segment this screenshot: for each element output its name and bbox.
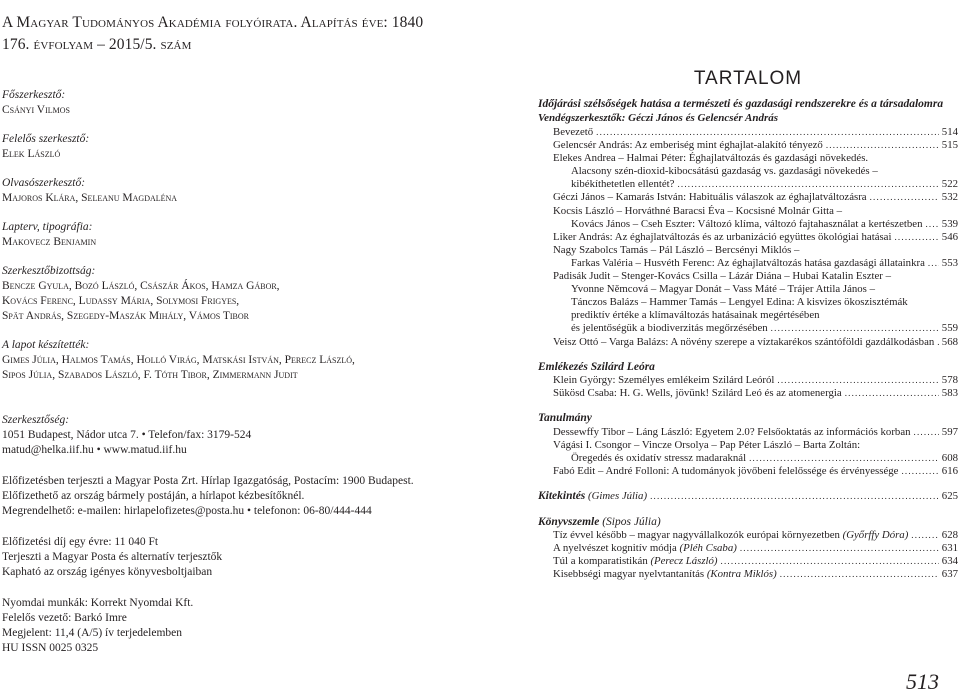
toc-title: TARTALOM bbox=[693, 68, 803, 89]
chief-editor-block bbox=[2, 88, 442, 118]
header-line-1: A Magyar Tudományos Akadémia folyóirata. Alapítás éve: 1840 bbox=[2, 14, 424, 31]
toc-entry-line: prediktív értéke a klímaváltozás hatásainak megértésében bbox=[571, 309, 820, 322]
responsible-editor-block bbox=[2, 132, 442, 162]
journal-header bbox=[2, 12, 452, 56]
toc-entry-line: Padisák Judit – Stenger-Kovács Csilla – Lázár Diána – Hubai Katalin Eszter – bbox=[553, 270, 891, 283]
staff-block bbox=[2, 338, 442, 383]
toc-entry[interactable]: Gelencsér András: Az emberiség mint éghajlat-alakító tényező ..... 515 bbox=[538, 139, 958, 152]
price-block bbox=[2, 535, 442, 580]
header-line-2: 176. évfolyam – 2015/5. szám bbox=[2, 36, 192, 53]
toc-entry[interactable]: Liker András: Az éghajlatváltozás és az urbanizáció együttes ökológiai hatásai ..... 546 bbox=[538, 231, 958, 244]
section-editor: (Gimes Júlia) bbox=[587, 490, 648, 503]
toc-entry[interactable]: és jelentőségük a biodiverzitás megőrzésében ..... 559 bbox=[538, 322, 958, 335]
toc-entry[interactable]: Veisz Ottó – Varga Balázs: A növény szerepe a víztakarékos szántóföldi gazdálkodásban ..... 568 bbox=[538, 336, 958, 349]
printing-line: Megjelent: 11,4 (A/5) ív terjedelemben bbox=[2, 627, 183, 639]
staff-label: A lapot készítették: bbox=[2, 339, 90, 351]
layout-name: Makovecz Benjamin bbox=[2, 236, 97, 248]
toc-entry-line: Yvonne Němcová – Magyar Donát – Vass Máté – Trájer Attila János – bbox=[571, 283, 875, 296]
toc-entry-line: Tánczos Balázs – Hammer Tamás – Lengyel Edina: A kisvizes ökoszisztémák bbox=[571, 296, 908, 309]
chief-editor-name: Csányi Vilmos bbox=[2, 104, 70, 116]
printing-line: Felelős vezető: Barkó Imre bbox=[2, 612, 127, 624]
board-label: Szerkesztőbizottság: bbox=[2, 265, 96, 277]
proofreader-block bbox=[2, 176, 442, 206]
responsible-editor-label: Felelős szerkesztő: bbox=[2, 133, 90, 145]
printing-line: HU ISSN 0025 0325 bbox=[2, 642, 99, 654]
office-line: matud@helka.iif.hu • www.matud.iif.hu bbox=[2, 444, 187, 456]
office-line: 1051 Budapest, Nádor utca 7. • Telefon/fax: 3179-524 bbox=[2, 429, 252, 441]
printing-block bbox=[2, 596, 442, 656]
editorial-column bbox=[2, 88, 442, 670]
section-title: Kitekintés bbox=[538, 490, 586, 503]
toc-entry[interactable]: Dessewffy Tibor – Láng László: Egyetem 2.0? Felsőoktatás az információs korban ..... 597 bbox=[538, 426, 958, 439]
toc-entry[interactable]: A nyelvészet kognitív módja (Pléh Csaba) ..... 631 bbox=[538, 542, 958, 555]
proofreader-names: Majoros Klára, Seleanu Magdaléna bbox=[2, 192, 178, 204]
toc-entry[interactable]: Kovács János – Cseh Eszter: Változó klíma, változó fajtahasználat a kertészetben ..... 539 bbox=[538, 218, 958, 231]
board-line: Bencze Gyula, Bozó László, Császár Ákos, Hamza Gábor, bbox=[2, 280, 280, 292]
board-line: Spät András, Szegedy-Maszák Mihály, Vámos Tibor bbox=[2, 310, 249, 322]
toc-entry-line: Alacsony szén-dioxid-kibocsátású gazdaság vs. gazdasági növekedés – bbox=[571, 165, 878, 178]
board-line: Kovács Ferenc, Ludassy Mária, Solymosi Frigyes, bbox=[2, 295, 240, 307]
toc-entry[interactable]: Géczi János – Kamarás István: Habituális válaszok az éghajlatváltozásra ..... 532 bbox=[538, 191, 958, 204]
subscription-block bbox=[2, 474, 442, 519]
layout-block bbox=[2, 220, 442, 250]
subscription-line: Előfizethető az ország bármely postáján, a hírlapot kézbesítőknél. bbox=[2, 490, 305, 502]
page-number: 513 bbox=[906, 669, 939, 694]
section-guest-editors: Vendégszerkesztők: Géczi János és Gelencsér András bbox=[538, 111, 779, 124]
toc-entry-line: Nagy Szabolcs Tamás – Pál László – Bercsényi Miklós – bbox=[553, 243, 800, 256]
toc-entry[interactable]: Kisebbségi magyar nyelvtantanítás (Kontra Miklós) ..... 637 bbox=[538, 568, 958, 581]
toc-entry[interactable]: Sükösd Csaba: H. G. Wells, jövünk! Szilárd Leó és az atomenergia ..... 583 bbox=[538, 387, 958, 400]
section-title: Tanulmány bbox=[538, 412, 592, 425]
price-line: Kapható az ország igényes könyvesboltjaiban bbox=[2, 566, 213, 578]
section-editor: (Sipos Júlia) bbox=[602, 515, 661, 528]
staff-line: Gimes Júlia, Halmos Tamás, Holló Virág, Matskási István, Perecz László, bbox=[2, 354, 355, 366]
toc-entry[interactable]: Farkas Valéria – Husvéth Ferenc: Az éghajlatváltozás hatása gazdasági állatainkra ..... 553 bbox=[538, 257, 958, 270]
toc-entry[interactable]: Tíz évvel később – magyar nagyvállalkozók európai környezetben (Győrffy Dóra) ..... 628 bbox=[538, 529, 958, 542]
toc-entry-line: Elekes Andrea – Halmai Péter: Éghajlatváltozás és gazdasági növekedés. bbox=[553, 152, 869, 165]
layout-label: Lapterv, tipográfia: bbox=[2, 221, 93, 233]
price-line: Előfizetési díj egy évre: 11 040 Ft bbox=[2, 536, 159, 548]
subscription-line: Megrendelhető: e-mailen: hirlapelofizetes@posta.hu • telefonon: 06-80/444-444 bbox=[2, 505, 372, 517]
section-title-book-review: Könyvszemle (Sipos Júlia) bbox=[538, 515, 661, 528]
staff-line: Sipos Júlia, Szabados László, F. Tóth Tibor, Zimmermann Judit bbox=[2, 369, 298, 381]
subscription-line: Előfizetésben terjeszti a Magyar Posta Zrt. Hírlap Igazgatóság, Postacím: 1900 Budapest. bbox=[2, 475, 414, 487]
proofreader-label: Olvasószerkesztő: bbox=[2, 177, 86, 189]
office-label: Szerkesztőség: bbox=[2, 414, 70, 426]
printing-line: Nyomdai munkák: Korrekt Nyomdai Kft. bbox=[2, 597, 194, 609]
table-of-contents bbox=[538, 68, 958, 582]
toc-entry[interactable]: Bevezető ..... 514 bbox=[538, 126, 958, 139]
chief-editor-label: Főszerkesztő: bbox=[2, 89, 66, 101]
section-title: Emlékezés Szilárd Leóra bbox=[538, 360, 655, 373]
responsible-editor-name: Elek László bbox=[2, 148, 61, 160]
board-block bbox=[2, 264, 442, 324]
toc-entry-outlook[interactable]: Kitekintés (Gimes Júlia) ..... 625 bbox=[538, 490, 958, 504]
toc-entry[interactable]: Túl a komparatistikán (Perecz László) ..... 634 bbox=[538, 555, 958, 568]
toc-entry[interactable]: Fabó Edit – André Folloni: A tudományok jövőbeni felelőssége és érvényessége ..... 616 bbox=[538, 465, 958, 478]
toc-entry-line: Vágási I. Csongor – Vincze Orsolya – Pap Péter László – Barta Zoltán: bbox=[553, 438, 861, 451]
office-block bbox=[2, 413, 442, 458]
toc-entry[interactable]: kibékíthetetlen ellentét? ..... 522 bbox=[538, 178, 958, 191]
toc-entry-line: Kocsis László – Horváthné Baracsi Éva – Kocsisné Molnár Gitta – bbox=[553, 204, 843, 217]
price-line: Terjeszti a Magyar Posta és alternatív terjesztők bbox=[2, 551, 223, 563]
toc-entry[interactable]: Öregedés és oxidatív stressz madaraknál ..... 608 bbox=[538, 452, 958, 465]
toc-entry[interactable]: Klein György: Személyes emlékeim Szilárd Leóról ..... 578 bbox=[538, 374, 958, 387]
section-title: Időjárási szélsőségek hatása a természeti és gazdasági rendszerekre és a társadalomra bbox=[538, 98, 944, 110]
